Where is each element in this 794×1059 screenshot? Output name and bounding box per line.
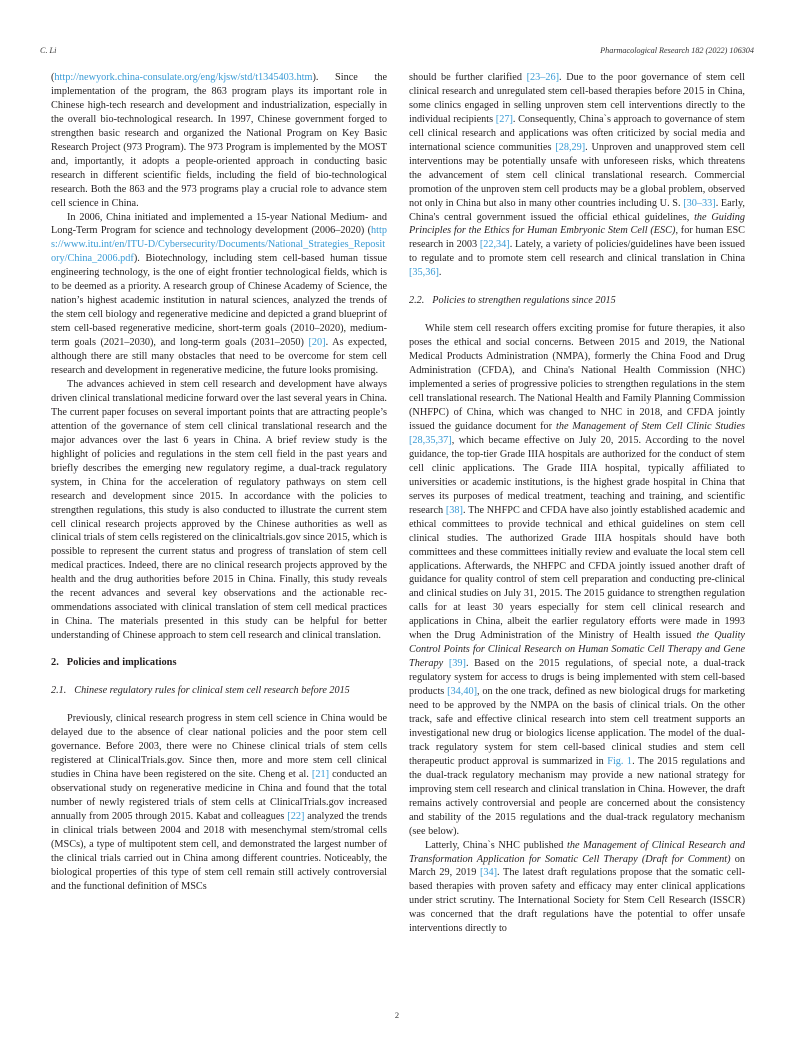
text: . Early, China's central government issued the official ethical guidelines, [409,197,745,223]
subsection-title: Policies to strengthen regulations since 2015 [432,295,616,307]
italic-title: the Quality Control Points for Clinical Research on Human Somatic Cell Therapy and Gene Therapy [409,630,745,670]
text: conducted an observational study on regenerative medicine in China and found that the total number of newly registered trials of stem cells at ClinicalTrials.gov increased annually from 2005 through 2015. Kabat and colleagues [51,768,387,822]
text: ( [51,72,55,83]
subsection-title: Chinese regulatory rules for clinical stem cell research before 2015 [74,685,350,697]
text: . The 2015 regulations and the dual-track regulatory mechanism may provide a new national strategy for improving stem cell research and clinical translation in China. However, the draft remains actively controversial and people are concerned about the consistency and stability of the 2015 regulations and the dual-track regulatory mechanism (see below). [409,755,745,837]
citation-link[interactable]: [28,35,37] [409,434,452,446]
text: Latterly, China`s NHC published [425,839,567,851]
citation-link[interactable]: [34] [479,867,498,879]
paragraph [51,378,387,643]
text: . Due to the poor governance of stem cell clinical research and unregulated stem cell-based therapies before 2015 in China, some clinics engaged in selling unproven stem cell interventions directly to the individual recipients [409,72,745,125]
text: ). Biotechnology, including stem cell-based human tissue engineering technology, is the one of eight frontier technological fields, which is to be deemed as a priority. A research group of Chinese Academy of Science, the nation’s highest academic institution in natural sciences, analyzed the trends of the stem cell biology and regenerative medicine and depicted a grand blueprint of stem cell-based regenerative medicine, short-term goals (2010–2020), medium-term goals (2021–2030), and long-term goals (2031–2050) [51,253,387,349]
text: , for human ESC research in 2003 [409,225,745,251]
subsection-number: 2.1. [51,685,67,697]
paragraph [409,322,745,838]
citation-link[interactable]: [20] [308,337,326,349]
citation-link[interactable]: [22] [287,810,305,822]
left-column [51,71,387,893]
right-column [409,71,745,936]
text: . Lately, a variety of policies/guidelines have been issued to regulate and to promote stem cell research and clinical translation in China [409,239,745,265]
section-number: 2. [51,657,59,669]
citation-link[interactable]: [21] [311,768,329,780]
itu-link[interactable]: https://www.itu.int/en/ITU-D/Cybersecurity/Documents/National_Strategies_Repository/China_2006.pdf [51,225,387,265]
subsection-number: 2.2. [409,295,425,307]
figure-link[interactable]: Fig. 1 [607,755,633,767]
subsection-heading [51,684,387,698]
text: In 2006, China initiated and implemented a 15-year National Medium- and Long-Term Program for science and technology development (2006–2020) ( [51,211,387,237]
consulate-link[interactable]: http://newyork.china-consulate.org/eng/kjsw/std/t1345403.htm [54,72,313,83]
text: should be further clarified [409,72,527,83]
citation-link[interactable]: [34,40] [447,686,478,698]
citation-link[interactable]: [28,29] [555,141,586,153]
running-header [40,46,754,60]
paragraph [51,71,387,211]
text: . As expected, although there are still many obstacles that need to be overcome for stem cell research and development in regenerative medicine, the future looks promising. [51,337,387,377]
citation-link[interactable]: [38] [445,504,463,516]
citation-link[interactable]: [35,36] [409,267,439,279]
paragraph [409,71,745,280]
page-number: 2 [394,1010,400,1020]
section-title: Policies and implications [66,657,177,669]
text: . Consequently, China`s approach to governance of stem cell clinical research and applications was often criticized by social media and international science communities [409,113,745,153]
text: . The latest draft regulations propose that the somatic cell-based therapies with proven safety and efficacy may enter clinical applications under strict scrutiny. The International Society for Stem Cell Research (ISSCR) was concerned that the draft regulations have the potential to offer unsafe interventions directly to [409,867,745,935]
running-header-author: C. Li [40,46,57,55]
text: . Based on the 2015 regulations, of special note, a dual-track regulatory system for access to drugs is being implemented with stem cell-based products [409,658,746,698]
text: on March 29, 2019 [409,853,745,879]
citation-link[interactable]: [23–26] [526,72,560,83]
text: , on the one track, defined as new biological drugs for marketing need to be approved by the NMPA on the basis of clinical trials. On the other track, safe and effective clinical research into stem cell treatment supports an investigational new drug or biologics license application. The model of the dual-track regulatory system for stem cell-based clinical studies and stem cell therapeutic product approval is summarized in [409,686,745,767]
section-heading [51,656,387,670]
paragraph [409,839,745,937]
text: , which became effective on July 20, 2015. According to the novel guidance, the top-tier Grade IIIA hospitals are authorized for the conduct of stem cell clinic applications. The Grade IIIA hospital, typically affiliated to universities or academic institutions, is the highest grade hospital in China that serves its purposes of medical treatment, teaching and training, and scientific research [409,434,745,516]
italic-title: the Guiding Principles for the Ethics for Human Embryonic Stem Cell (ESC) [409,211,745,237]
italic-title: the Management of Clinical Research and Transformation Application for Somatic Cell Therapy (Draft for Comment) [409,839,745,865]
text: ). Since the implementation of the program, the 863 program plays its important role in Chinese high-tech research and development and industrialization, especially in the overall bio-technological research. In 1997, Chinese government forged to strengthen basic research and organized the National Program on Key Basic Research Project (973 Program). The 973 Program is implemented by the MOST and, importantly, it adopts a people-oriented approach in conducting basic research in different scientific fields, including the field of bio-technological research. Both the 863 and the 973 programs play a crucial role to advance stem cell science in China. [51,72,387,209]
subsection-heading [409,294,745,308]
italic-title: the Management of Stem Cell Clinic Studies [555,420,745,432]
text: . Unproven and unapproved stem cell interventions may be potentially unsafe with unforeseen risks, which threatens the advancement of stem cell clinical translational research. Commercial promotion of the unproven stem cell products may be a global problem, observed not only in China but also in many other countries including U. S. [409,141,745,209]
citation-link[interactable]: [39] [443,658,466,670]
citation-link[interactable]: [30–33] [683,197,716,209]
citation-link[interactable]: [27] [495,113,513,125]
text: . The NHFPC and CFDA have also jointly established academic and ethical committees to provide technical and ethical guidelines on stem cell clinical studies. The authorized Grade IIIA hospitals should have both committees and these committees initially review and evaluate the local stem cell applications. Afterwards, the NHFPC and CFDA jointly issued another draft of guidance for quality control of stem cell preparation and conducting pre-clinical and clinical studies on July 31, 2015. The 2015 guidance to strengthen regulation calls for at least 30 years especially for stem cell clinical research and applications in China, albeit the earlier regulatory efforts were made in 1993 when the Drug Administration of the Ministry of Health issued [409,504,746,642]
text: While stem cell research offers exciting promise for future therapies, it also poses the ethical and social concerns. Between 2015 and 2019, the National Medical Products Administration (NMPA), formerly the China Food and Drug Administration (CFDA), and China's National Health Commission (NHC) implemented a series of progressive policies to strengthen regulations in the stem cell translational research. The National Health and Family Planning Commission (NHFPC) of China, which was changed to NHC in 2018, and CFDA jointly issued the guidance document for [409,323,745,432]
running-header-journal: Pharmacological Research 182 (2022) 106304 [600,46,754,55]
text: analyzed the trends in clinical trials between 2004 and 2018 with mesenchymal stem/stromal cells (MSCs), a type of multipotent stem cell, and demonstrated the largest number of the clinical trials carried out in China among different countries. Noticeably, the biological properties of this type of stem cell remain still actively controversial and the functional definition of MSCs [51,810,388,892]
paragraph [51,211,387,378]
citation-link[interactable]: [22,34] [479,239,510,251]
text: The advances achieved in stem cell research and development have always driven clinical translational medicine forward over the last several years in China. The current paper focuses on several important points that are attracting people’s attention of the governance of stem cell clinical translational research and the major advances over the last 6 years in China. A brief review study is the highlight of policies and regulations in the stem cell field in the past years and briefly describes the emerging new regulatory regime, a dual-track regulatory system, in China for the acceleration of regulatory pathways on stem cell research and development since 2015. In accordance with the policies to strengthen regulations, this study is also conducted to illustrate the current stem cell clinical research projects approved by the Chinese authorities as well as clinical trials of stem cells registered on the clinicaltrials.gov since 2015, which is possible to represent the current status and progress of translation of stem cell medical practices. Indeed, there are no clinical research projects approved by the health and the drug authorities before 2015 in China. Finally, this study reveals the recent advances and several key observations and the actionable recommendations associated with clinical translation of stem cell medical practices in China. The materials presented in this study can be helpful for better understanding of Chinese approach to stem cell research and clinical translation. [51,378,387,642]
text: Previously, clinical research progress in stem cell science in China would be delayed due to the absence of clear national policies and the poor stem cell governance. Before 2003, there were no Chinese clinical trials of stem cells registered at ClinicalTrials.gov. Since then, more and more stem cell clinical studies in China have been registered on the site. Cheng et al. [51,713,387,780]
text: . [438,267,442,279]
paragraph [51,712,387,893]
